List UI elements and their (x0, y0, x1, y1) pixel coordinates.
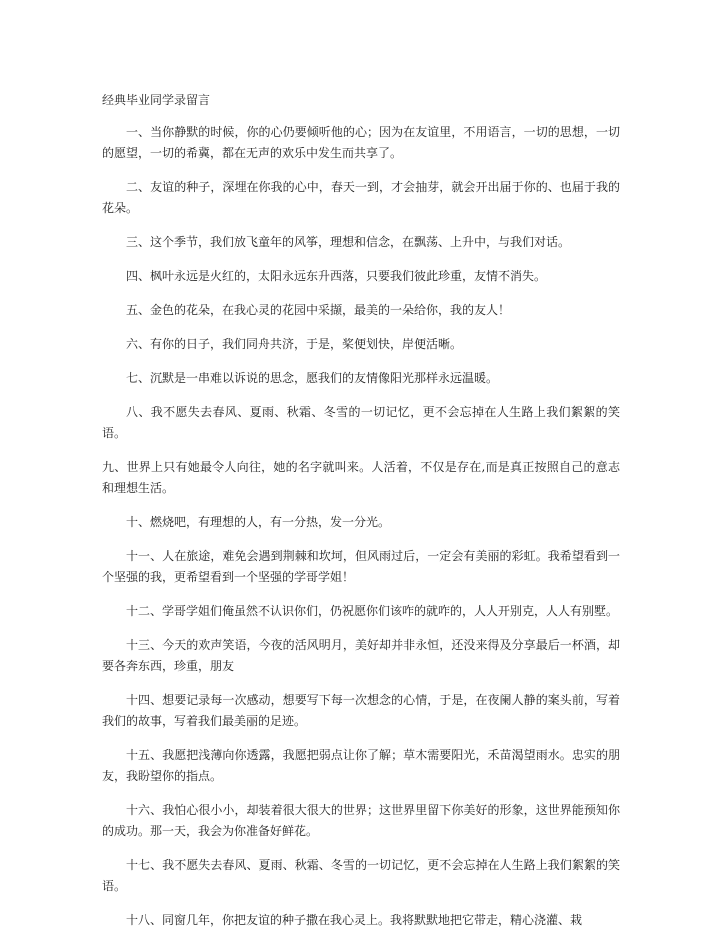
paragraph-3: 三、这个季节，我们放飞童年的风筝，理想和信念，在飘荡、上升中，与我们对话。 (126, 235, 571, 249)
paragraph-17: 十七、我不愿失去春风、夏雨、秋霜、冬雪的一切记忆，更不会忘掉在人生路上我们絮絮的笑语。 (102, 858, 620, 893)
paragraph-11: 十一、人在旅途，难免会遇到荆棘和坎坷，但风雨过后，一定会有美丽的彩虹。我希望看到一个坚强的我，更希望看到一个坚强的学哥学姐！ (102, 549, 620, 584)
paragraph-10: 十、燃烧吧，有理想的人，有一分热，发一分光。 (126, 515, 391, 529)
paragraph-1: 一、当你静默的时候，你的心仍要倾听他的心；因为在友谊里，不用语言，一切的思想，一切的愿望，一切的希冀，都在无声的欢乐中发生而共享了。 (102, 125, 620, 160)
paragraph-13: 十三、今天的欢声笑语，今夜的活风明月，美好却并非永恒，还没来得及分享最后一杯酒，却要各奔东西，珍重，朋友 (102, 638, 620, 673)
paragraph-2: 二、友谊的种子，深埋在你我的心中，春天一到，才会抽芽，就会开出届于你的、也届于我的花朵。 (102, 180, 620, 215)
document-page (102, 90, 620, 931)
paragraph-8: 八、我不愿失去春风、夏雨、秋霜、冬雪的一切记忆，更不会忘掉在人生路上我们絮絮的笑语。 (102, 405, 620, 440)
paragraph-18: 十八、同窗几年，你把友谊的种子撒在我心灵上。我将默默地把它带走，精心浇灌、栽 (126, 913, 583, 927)
document-title: 经典毕业同学录留言 (102, 93, 211, 107)
paragraph-9: 九、世界上只有她最令人向往，她的名字就叫来。人活着，不仅是存在,而是真正按照自己的意志和理想生活。 (102, 460, 620, 495)
paragraph-16: 十六、我怕心很小小，却装着很大很大的世界；这世界里留下你美好的形象，这世界能预知你的成功。那一天，我会为你准备好鲜花。 (102, 803, 620, 838)
paragraph-12: 十二、学哥学姐们俺虽然不认识你们，仍祝愿你们该咋的就咋的，人人开别克，人人有别墅。 (126, 604, 619, 618)
paragraph-6: 六、有你的日子，我们同舟共济，于是，桨便划快，岸便活晰。 (126, 337, 463, 351)
paragraph-7: 七、沉默是一串难以诉说的思念，愿我们的友情像阳光那样永远温暖。 (126, 371, 499, 385)
paragraph-14: 十四、想要记录每一次感动，想要写下每一次想念的心情，于是，在夜阑人静的案头前，写着我们的故事，写着我们最美丽的足迹。 (102, 693, 620, 728)
paragraph-5: 五、金色的花朵，在我心灵的花园中采撷，最美的一朵给你，我的友人！ (126, 303, 511, 317)
paragraph-4: 四、枫叶永远是火红的，太阳永远东升西落，只要我们彼此珍重，友情不消失。 (126, 269, 547, 283)
paragraph-15: 十五、我愿把浅薄向你透露，我愿把弱点让你了解；草木需要阳光，禾苗渴望雨水。忠实的朋友，我盼望你的指点。 (102, 748, 620, 783)
